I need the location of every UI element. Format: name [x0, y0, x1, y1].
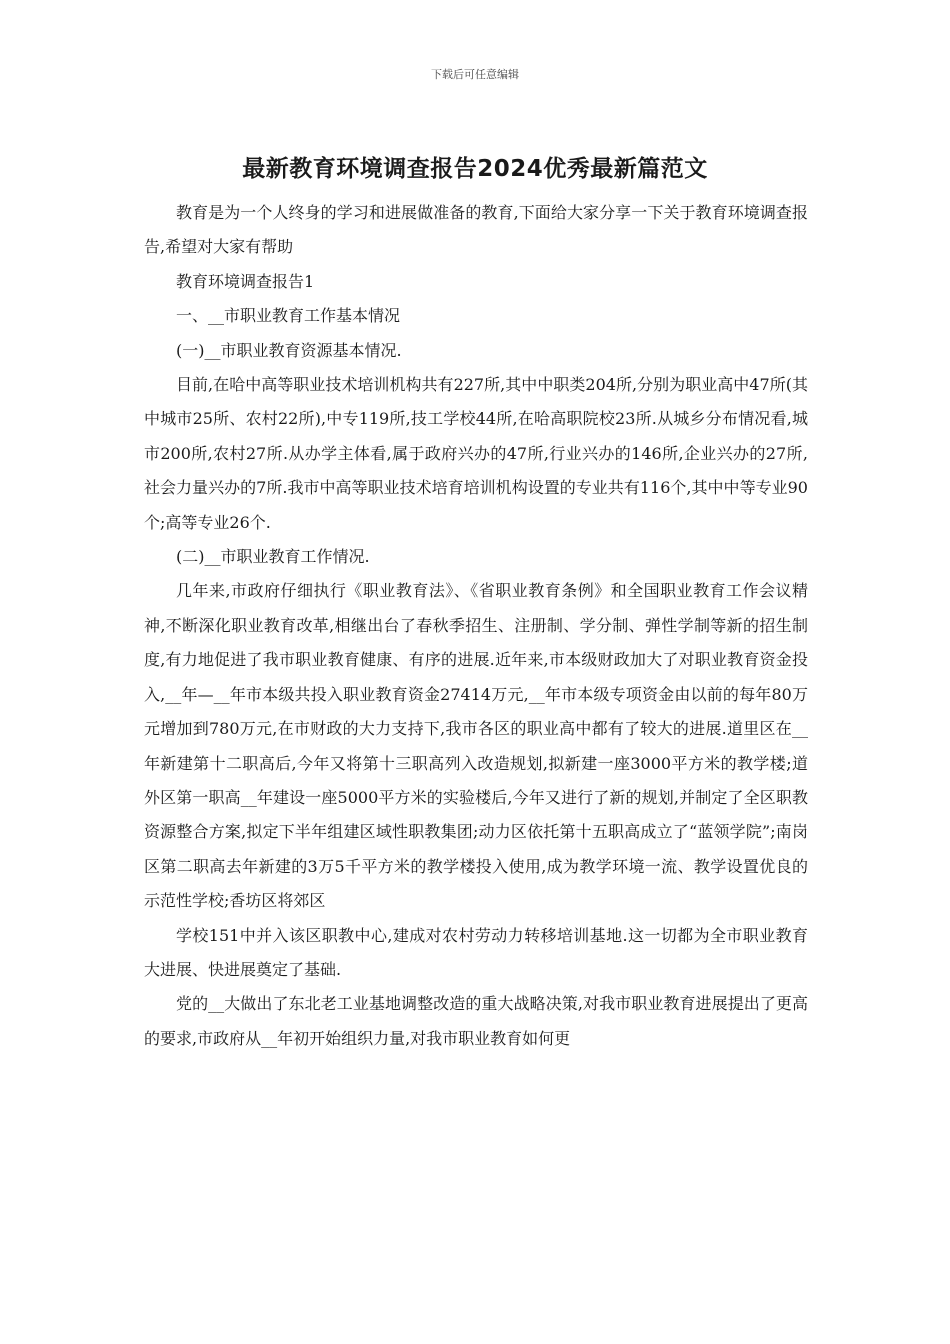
- paragraph-school-151: 学校151中并入该区职教中心,建成对农村劳动力转移培训基地.这一切都为全市职业教育大进展、快进展奠定了基础.: [144, 925, 808, 979]
- paragraph-work-situation: 几年来,市政府仔细执行《职业教育法》、《省职业教育条例》和全国职业教育工作会议精神,不断深化职业教育改革,相继出台了春秋季招生、注册制、学分制、弹性学制等新的招生制度,有力地促进了我市职业教育健康、有序的进展.近年来,市本级财政加大了对职业教育资金投入,__年—__年市本级共投入职业教育资金27414万元,__年市本级专项资金由以前的每年80万元增加到780万元,在市财政的大力支持下,我市各区的职业高中都有了较大的进展.道里区在__年新建第十二职高后,今年又将第十三职高列入改造规划,拟新建一座3000平方米的教学楼;道外区第一职高__年建设一座5000平方米的实验楼后,今年又进行了新的规划,并制定了全区职教资源整合方案,拟定下半年组建区域性职教集团;动力区依托第十五职高成立了“蓝领学院”;南岗区第二职高去年新建的3万5千平方米的教学楼投入使用,成为教学环境一流、教学设置优良的示范性学校;香坊区将郊区: [144, 581, 808, 911]
- section-heading-report-1: 教育环境调查报告1: [176, 271, 315, 291]
- paragraph-resources: 目前,在哈中高等职业技术培训机构共有227所,其中中职类204所,分别为职业高中47所(其中城市25所、农村22所),中专119所,技工学校44所,在哈高职院校23所.从城乡分布情况看,城市200所,农村27所.从办学主体看,属于政府兴办的47所,行业兴办的146所,企业兴办的27所,社会力量兴办的7所.我市中高等职业技术培育培训机构设置的专业共有116个,其中中等专业90个;高等专业26个.: [144, 375, 808, 532]
- document-title: 最新教育环境调查报告2024优秀最新篇范文: [242, 156, 708, 182]
- section-heading-1: 一、__市职业教育工作基本情况: [176, 306, 401, 326]
- paragraph-party-congress: 党的__大做出了东北老工业基地调整改造的重大战略决策,对我市职业教育进展提出了更高的要求,市政府从__年初开始组织力量,对我市职业教育如何更: [144, 994, 808, 1048]
- document-body: [144, 196, 808, 1056]
- paragraph-intro: 教育是为一个人终身的学习和进展做准备的教育,下面给大家分享一下关于教育环境调查报告,希望对大家有帮助: [144, 203, 808, 257]
- page-header-note: 下载后可任意编辑: [431, 68, 519, 81]
- subsection-heading-1: (一)__市职业教育资源基本情况.: [176, 340, 402, 360]
- subsection-heading-2: (二)__市职业教育工作情况.: [176, 547, 370, 567]
